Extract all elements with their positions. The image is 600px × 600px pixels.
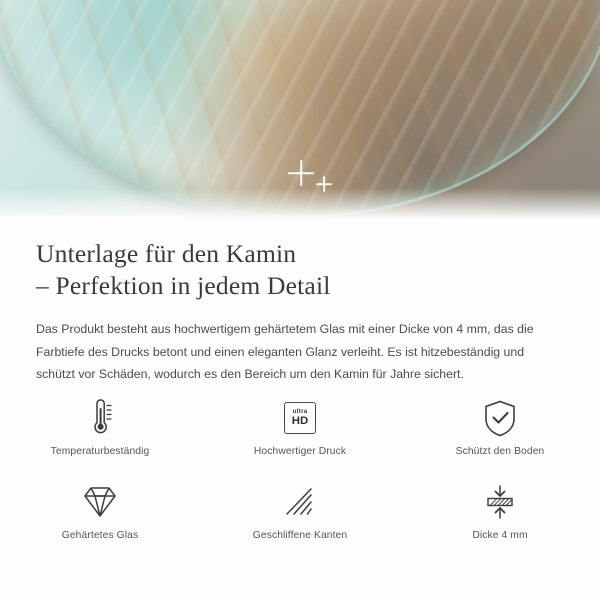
feature-label: Temperaturbeständig — [50, 446, 150, 457]
product-description-paragraph: Das Produkt besteht aus hochwertigem gehärtetem Glas mit einer Dicke von 4 mm, das die Farbtiefe des Drucks betont und einen eleganten Glanz verleiht. Es ist hitzebeständig und schützt vor Schäden, wodurch es den Bereich um den Kamin für Jahre sichert. — [36, 322, 534, 381]
page-title-line-1: Unterlage für den Kamin — [36, 239, 297, 268]
feature-label: Geschliffene Kanten — [252, 530, 348, 541]
feature-grid — [0, 396, 600, 556]
ultra-hd-badge-top: ultra — [292, 407, 308, 415]
feature-item-floor-protection — [400, 396, 600, 472]
page-title-line-2: – Perfektion in jedem Detail — [36, 271, 331, 300]
ultra-hd-badge-bottom: HD — [291, 415, 309, 427]
feature-item-polished-edges — [200, 480, 400, 556]
text-content — [0, 222, 600, 386]
hero-bottom-fade — [0, 188, 600, 222]
feature-item-print-quality — [200, 396, 400, 472]
feature-label: Gehärtetes Glas — [61, 530, 139, 541]
product-hero-image — [0, 0, 600, 222]
page-title — [0, 222, 600, 302]
thickness-arrows-icon — [480, 480, 520, 524]
diamond-icon — [79, 480, 121, 524]
feature-label: Schützt den Boden — [455, 446, 545, 457]
feature-label: Hochwertiger Druck — [253, 446, 347, 457]
feature-label: Dicke 4 mm — [472, 530, 528, 541]
ultra-hd-badge — [284, 402, 316, 434]
feature-item-temperature — [0, 396, 200, 472]
feature-item-tempered-glass — [0, 480, 200, 556]
ultra-hd-icon — [284, 396, 316, 440]
polished-edges-icon — [280, 480, 320, 524]
shield-check-icon — [481, 396, 519, 440]
oval-glass-board — [0, 0, 600, 218]
feature-item-thickness — [400, 480, 600, 556]
thermometer-icon — [80, 396, 120, 440]
